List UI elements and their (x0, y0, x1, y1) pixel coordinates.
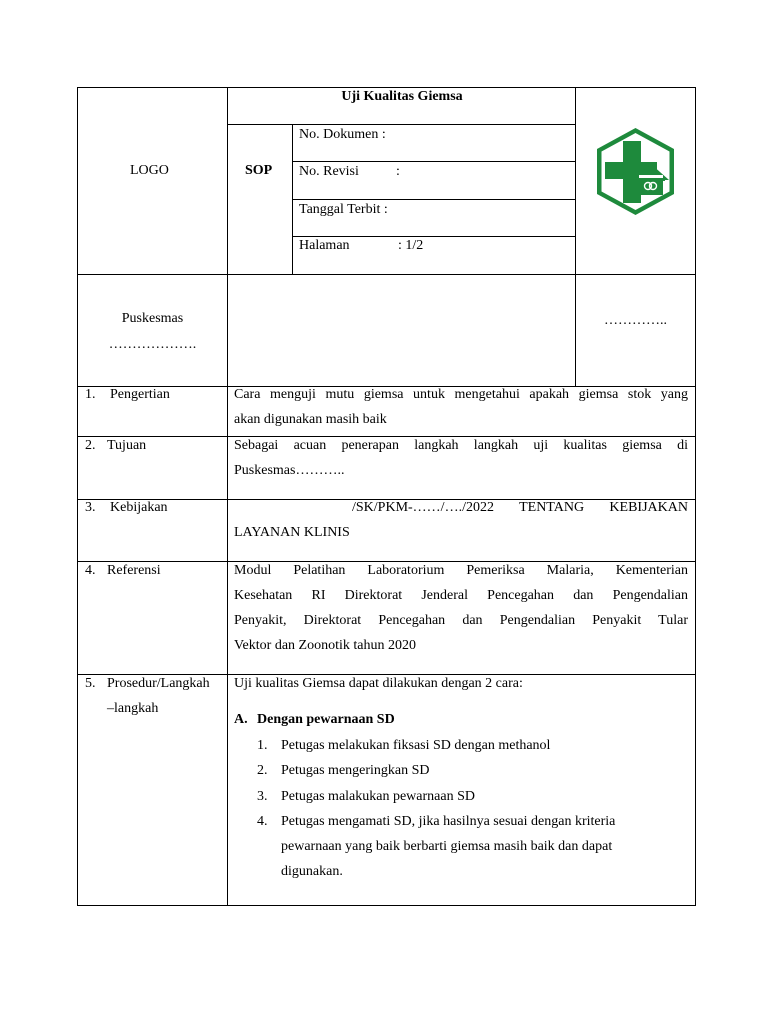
section-label-referensi: Referensi (107, 563, 161, 578)
step-text: Petugas mengeringkan SD (281, 763, 430, 778)
signature-placeholder: ………….. (604, 313, 667, 328)
text-line: Cara menguji mutu giemsa untuk mengetahui apakah giemsa stok yang (234, 387, 688, 402)
halaman-label: Halaman (299, 238, 350, 253)
section-label-kebijakan: Kebijakan (110, 500, 168, 515)
step-text: Petugas malakukan pewarnaan SD (281, 789, 475, 804)
puskesmas-logo-icon (594, 126, 677, 217)
text-line: LAYANAN KLINIS (234, 525, 350, 540)
section-label-prosedur-line2: –langkah (107, 701, 159, 716)
sub-heading-letter: A. (234, 712, 248, 727)
step-text: pewarnaan yang baik berbarti giemsa masih baik dan dapat (281, 839, 613, 854)
divider (575, 87, 576, 387)
section-number: 2. (85, 438, 96, 453)
section-text-tujuan (234, 433, 688, 483)
section-number: 4. (85, 563, 96, 578)
text-line: Vektor dan Zoonotik tahun 2020 (234, 638, 416, 653)
step-text: Petugas melakukan fiksasi SD dengan methanol (281, 738, 551, 753)
section-label-pengertian: Pengertian (110, 387, 170, 402)
table-border-right (695, 87, 696, 906)
text-line: Kesehatan RI Direktorat Jenderal Pencegahan dan Pengendalian (234, 588, 688, 603)
divider (227, 87, 228, 906)
text-line: Sebagai acuan penerapan langkah langkah uji kualitas giemsa di (234, 438, 688, 453)
text-line: Penyakit, Direktorat Pencegahan dan Pengendalian Penyakit Tular (234, 613, 688, 628)
text-line: Puskesmas……….. (234, 463, 345, 478)
section-text-pengertian (234, 382, 688, 432)
no-revisi-colon: : (396, 164, 400, 179)
text-line: /SK/PKM-……/…./2022 TENTANG KEBIJAKAN (352, 500, 688, 515)
prosedur-intro: Uji kualitas Giemsa dapat dilakukan dengan 2 cara: (234, 676, 523, 691)
puskesmas-label: Puskesmas (121, 311, 184, 326)
no-revisi-label: No. Revisi (299, 164, 359, 179)
divider (292, 199, 576, 200)
step-text: Petugas mengamati SD, jika hasilnya sesuai dengan kriteria (281, 814, 616, 829)
divider (77, 674, 696, 675)
no-dokumen-label: No. Dokumen : (299, 127, 386, 142)
section-label-prosedur: Prosedur/Langkah (107, 676, 210, 691)
step-number: 4. (257, 814, 268, 829)
step-number: 1. (257, 738, 268, 753)
document-title: Uji Kualitas Giemsa (341, 89, 463, 104)
step-number: 2. (257, 763, 268, 778)
divider (227, 124, 576, 125)
divider (292, 236, 576, 237)
text-line: Modul Pelatihan Laboratorium Pemeriksa Malaria, Kementerian (234, 563, 688, 578)
step-number: 3. (257, 789, 268, 804)
halaman-value: : 1/2 (398, 238, 424, 253)
section-number: 5. (85, 676, 96, 691)
text-line: akan digunakan masih baik (234, 412, 387, 427)
step-text: digunakan. (281, 864, 343, 879)
section-number: 1. (85, 387, 96, 402)
sub-heading-a: Dengan pewarnaan SD (257, 712, 395, 727)
tanggal-terbit-label: Tanggal Terbit : (299, 202, 388, 217)
table-border-top (77, 87, 696, 88)
table-border-bottom (77, 905, 696, 906)
section-text-kebijakan (234, 495, 688, 545)
sop-label: SOP (245, 163, 273, 178)
divider (77, 274, 696, 275)
logo-placeholder: LOGO (130, 163, 169, 178)
section-label-tujuan: Tujuan (107, 438, 147, 453)
puskesmas-name-placeholder: ………………. (108, 337, 197, 352)
divider (292, 161, 576, 162)
section-text-referensi (234, 558, 688, 658)
table-border-left (77, 87, 78, 906)
section-number: 3. (85, 500, 96, 515)
